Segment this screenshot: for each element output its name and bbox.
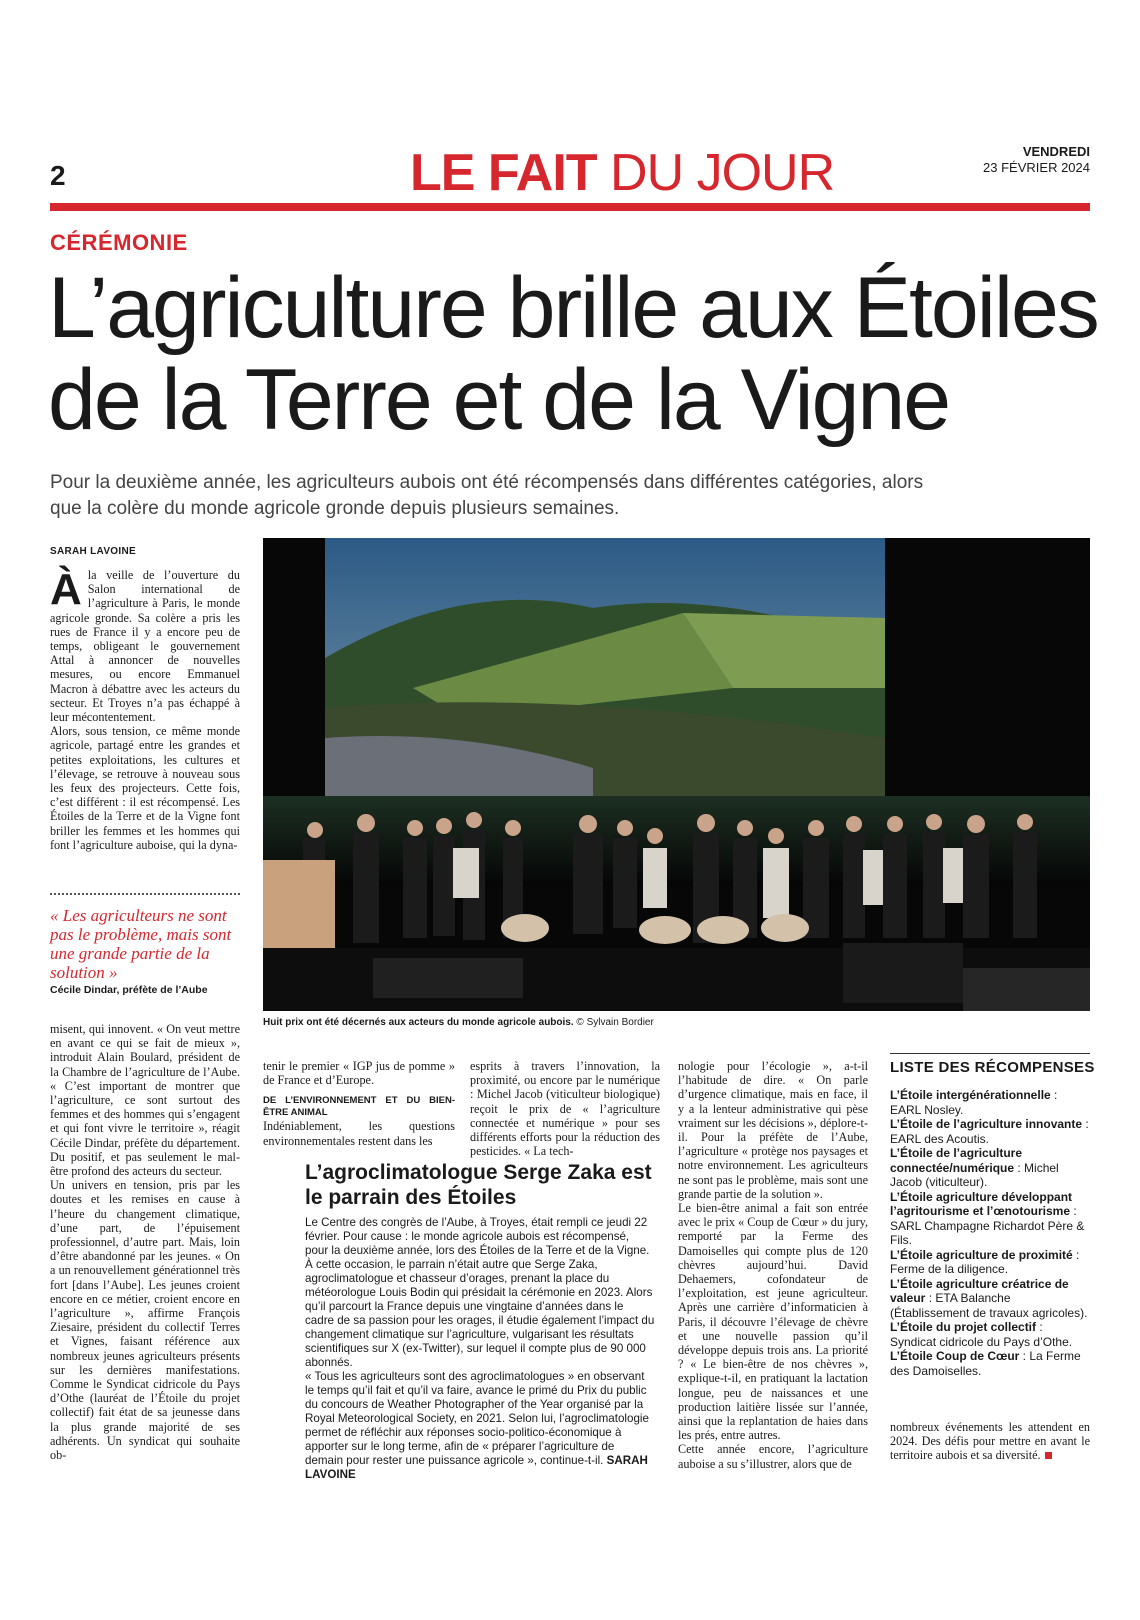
award-item: L’Étoile de l’agriculture connectée/numérique : Michel Jacob (viticulteur).: [890, 1146, 1059, 1189]
awards-list: [890, 1088, 1090, 1378]
awards-title: LISTE DES RÉCOMPENSES: [890, 1059, 1095, 1076]
col1-paragraph-4: Un univers en tension, pris par les doutes et les remises en cause à l’heure du changement climatique, d’une part, de l’épuisement professionnel, d’autre part. Mais, loin d’être abandonné par les jeunes. « On a un renouvellement générationnel très fort [dans l’Aube]. Les jeunes croient encore en ce métier, croient encore en l’agriculture », affirme François Ziesaire, président du collectif Terres et Vignes, faisant référence aux nombreux jeunes agriculteurs présents sur les dernières manifestations. Comme le Syndicat cidricole du Pays d’Othe (lauréat de l’Étoile du projet collectif) fait état de sa jeunesse dans la plus grande majorité de ses adhérents. Un syndicat qui souhaite ob-: [50, 1178, 240, 1463]
award-item: L’Étoile agriculture créatrice de valeur : ETA Balanche (Établissement de travaux agricoles).: [890, 1276, 1088, 1320]
end-mark-icon: [1045, 1452, 1052, 1459]
caption-text: Huit prix ont été décernés aux acteurs du monde agricole aubois.: [263, 1017, 574, 1028]
closing-paragraph: nombreux événements les attendent en 2024. Des défis pour mettre en avant le territoire aubois et sa diversité.: [890, 1420, 1090, 1463]
inset-paragraph-1: Le Centre des congrès de l’Aube, à Troyes, était rempli ce jeudi 22 février. Pour cause : le monde agricole aubois est récompensé, pour la deuxième année, lors des Étoiles de la Terre et de la Vigne. À cette occasion, le parrain n’était autre que Serge Zaka, agroclimatologue et chasseur d’orages, prenant la place du météorologue Louis Bodin qui présidait la cérémonie en 2023. Alors qu’il parcourt la France depuis une vingtaine d’années dans le cadre de sa passion pour les orages, il étudie également l’impact du changement climatique sur l’agriculture, vulgarisant les résultats scientifiques sur X (ex-Twitter), sur lequel il compte plus de 90 000 abonnés.: [305, 1216, 655, 1369]
column-4: [678, 1059, 868, 1471]
award-item: L’Étoile de l’agriculture innovante : EARL des Acoutis.: [890, 1117, 1089, 1146]
inset-paragraph-2: « Tous les agriculteurs sont des agroclimatologues » en observant le temps qu’il fait et qu’il va faire, avance le primé du Prix du public du concours de Weather Photographer of the Year organisé par la Royal Meteorological Society, en 2021. Selon lui, l’agroclimatologie permet de réfléchir aux réponses socio-politico-économique à apporter sur le long terme, afin de « préparer l’agriculture de demain pour rester une puissance agricole », continue-t-il. SARAH LAVOINE: [305, 1370, 649, 1481]
pull-quote: « Les agriculteurs ne sont pas le problème, mais sont une grande partie de la solution »: [50, 906, 232, 982]
photo-caption: [263, 1017, 654, 1028]
intro-paragraph-1: la veille de l’ouverture du Salon international de l’agriculture à Paris, le monde agricole gronde. Sa colère a pris les rues de France il y a encore peu de temps, obligeant le gouvernement Attal à annoncer de nouvelles mesures, ou encore Emmanuel Macron à débattre avec les acteurs du secteur. Et Troyes n’a pas échappé à leur mécontentement.: [50, 568, 240, 725]
award-item: L’Étoile du projet collectif : Syndicat cidricole du Pays d’Othe.: [890, 1320, 1073, 1349]
weekday: VENDREDI: [1022, 144, 1090, 159]
rubric-light: DU JOUR: [610, 144, 835, 202]
column-2-top: [263, 1059, 455, 1148]
column-5-end: [890, 1420, 1090, 1463]
col3-paragraph: esprits à travers l’innovation, la proximité, ou encore par le numérique : Michel Jacob (viticulteur biologique) reçoit le prix de « l’agriculture connectée et numérique » pour ses différents efforts pour la réduction des pesticides. « La tech-: [470, 1059, 660, 1159]
header-rule: [50, 203, 1090, 211]
inset-signature: SARAH LAVOINE: [305, 1454, 648, 1481]
ceremony-photo: [263, 538, 1090, 1011]
col1-paragraph-3: misent, qui innovent. « On veut mettre en avant ce qui se fait de mieux », introduit Alain Boulard, président de la Chambre de l’agriculture de l’Aube. « C’est important de montrer que l’agriculture, ce sont surtout des femmes et des hommes qui s’engagent et qui font vivre le territoire », réagit Cécile Dindar, préfète du département. Du positif, et pas seulement le mal-être profond des acteurs du secteur.: [50, 1022, 240, 1179]
page-number: 2: [50, 160, 66, 191]
column-1-top: [50, 565, 240, 852]
rubric-bold: LE FAIT: [410, 144, 597, 202]
rubric-title: [410, 143, 834, 203]
award-item: L’Étoile agriculture de proximité : Ferme de la diligence.: [890, 1247, 1080, 1276]
col2-paragraph: tenir le premier « IGP jus de pomme » de France et d’Europe.: [263, 1059, 455, 1088]
date: 23 FÉVRIER 2024: [983, 160, 1090, 175]
col4-paragraph-2: Le bien-être animal a fait son entrée avec le prix « Coup de Cœur » du jury, remporté par la Ferme des Damoiselles qui compte plus de 120 chèvres aujourd’hui. David Dehaemers, cofondateur de l’exploitation, est jeune agriculteur. Après une carrière d’informaticien à Paris, il découvre l’élevage de chèvre et une nouvelle passion qu’il développe depuis trois ans. La priorité ? « Le bien-être de nos chèvres », explique-t-il, en pratiquant la lactation longue, peu de naissances et une production laitière lissée sur l’année, ainsi que la replantation de haies dans les prés, entre autres.: [678, 1201, 868, 1443]
photo-credit: © Sylvain Bordier: [576, 1017, 654, 1028]
pull-quote-author: Cécile Dindar, préfète de l’Aube: [50, 984, 208, 996]
awards-rule: [890, 1053, 1090, 1054]
intro-paragraph-2: Alors, sous tension, ce même monde agricole, partagé entre les grandes et petites exploitations, les cultures et l’élevage, se retrouve à nouveau sous les feux des projecteurs. Cette fois, c’est différent : il est récompensé. Les Étoiles de la Terre et de la Vigne font briller les femmes et les hommes qui font l’agriculture auboise, qui la dyna-: [50, 724, 240, 852]
headline-line-1: L’agriculture brille aux Étoiles: [48, 260, 1098, 356]
col2-paragraph-2: Indéniablement, les questions environnementales restent dans les: [263, 1119, 455, 1148]
column-1-bottom: [50, 1022, 240, 1462]
kicker: CÉRÉMONIE: [50, 230, 188, 255]
byline: SARAH LAVOINE: [50, 546, 136, 557]
award-item: L’Étoile intergénérationnelle : EARL Nosley.: [890, 1088, 1058, 1117]
chapeau: Pour la deuxième année, les agriculteurs aubois ont été récompensés dans différentes catégories, alors que la colère du monde agricole gronde depuis plusieurs semaines.: [50, 472, 924, 519]
dropcap: À: [50, 565, 82, 614]
award-item: L’Étoile agriculture développant l’agritourisme et l’œnotourisme : SARL Champagne Richardot Père & Fils.: [890, 1189, 1085, 1247]
section-subhead: DE L’ENVIRONNEMENT ET DU BIEN-ÊTRE ANIMAL: [263, 1095, 455, 1119]
date-block: [983, 144, 1090, 176]
headline: [48, 262, 1098, 446]
award-item: L’Étoile Coup de Cœur : La Ferme des Damoiselles.: [890, 1349, 1081, 1378]
ceremony-photo-illustration: [263, 538, 1090, 1011]
col4-paragraph-3: Cette année encore, l’agriculture auboise a su s’illustrer, alors que de: [678, 1442, 868, 1471]
column-3-top: [470, 1059, 660, 1158]
quote-separator: [50, 893, 240, 895]
col4-paragraph-1: nologie pour l’écologie », a-t-il l’habitude de dire. « On parle d’urgence climatique, mais en face, il y a la lenteur administrative qui pèse vraiment sur les décisions », déplore-t-il. Pour la préfète de l’Aube, l’agriculture « protège nos paysages et notre environnement. Les agriculteurs ne sont pas le problème, mais sont une grande partie de la solution ».: [678, 1059, 868, 1201]
inset-title: L’agroclimatologue Serge Zaka est le parrain des Étoiles: [305, 1161, 652, 1209]
inset-body: [305, 1216, 655, 1482]
headline-line-2: de la Terre et de la Vigne: [48, 352, 950, 448]
